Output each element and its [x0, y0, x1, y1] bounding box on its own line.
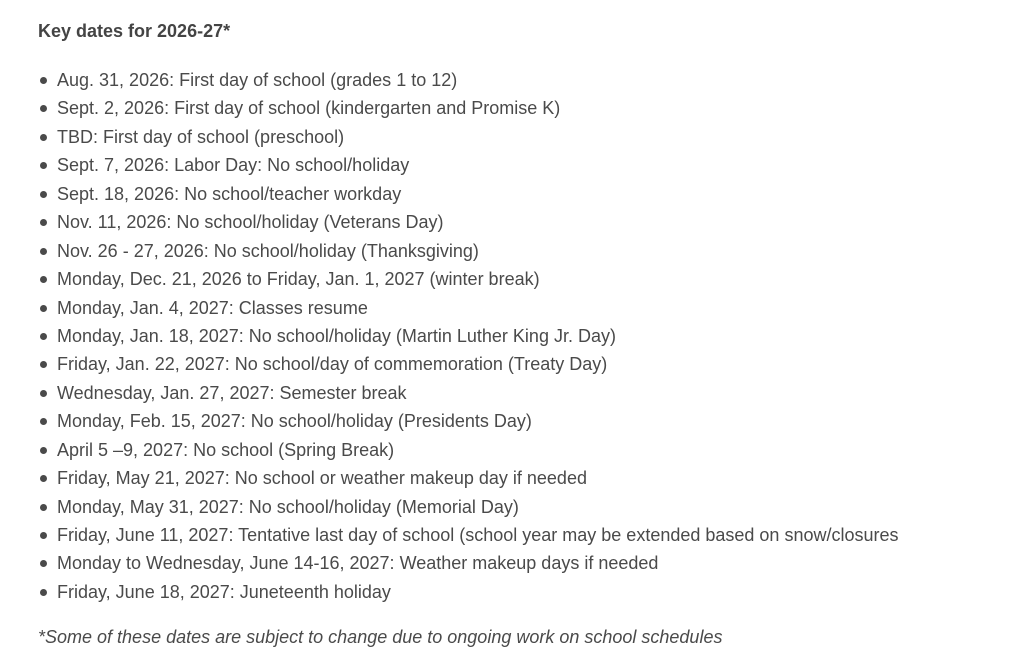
bullet-icon: [40, 532, 47, 539]
bullet-icon: [40, 191, 47, 198]
date-text: Monday, May 31, 2027: No school/holiday (Memorial Day): [57, 496, 519, 517]
list-item: [38, 549, 899, 577]
bullet-icon: [40, 105, 47, 112]
date-text: Sept. 2, 2026: First day of school (kindergarten and Promise K): [57, 98, 561, 119]
list-item: [38, 493, 899, 521]
list-item: [38, 237, 899, 265]
date-text: Sept. 7, 2026: Labor Day: No school/holiday: [57, 155, 410, 176]
list-item: [38, 379, 899, 407]
bullet-icon: [40, 475, 47, 482]
date-text: Monday, Jan. 18, 2027: No school/holiday (Martin Luther King Jr. Day): [57, 325, 616, 346]
list-item: [38, 578, 899, 606]
footnote: *Some of these dates are subject to change due to ongoing work on school schedules: [38, 627, 723, 647]
bullet-icon: [40, 162, 47, 169]
date-text: Monday, Dec. 21, 2026 to Friday, Jan. 1, 2027 (winter break): [57, 269, 540, 290]
list-item: [38, 208, 899, 236]
list-item: [38, 436, 899, 464]
bullet-icon: [40, 361, 47, 368]
date-text: Friday, Jan. 22, 2027: No school/day of commemoration (Treaty Day): [57, 354, 608, 375]
list-item: [38, 521, 899, 549]
bullet-icon: [40, 77, 47, 84]
bullet-icon: [40, 418, 47, 425]
bullet-icon: [40, 276, 47, 283]
list-item: [38, 265, 899, 293]
bullet-icon: [40, 305, 47, 312]
list-item: [38, 66, 899, 94]
date-text: April 5 –9, 2027: No school (Spring Break): [57, 439, 395, 460]
list-item: [38, 294, 899, 322]
bullet-icon: [40, 390, 47, 397]
date-text: TBD: First day of school (preschool): [57, 126, 345, 147]
bullet-icon: [40, 589, 47, 596]
date-text: Friday, June 11, 2027: Tentative last day of school (school year may be extended based on snow/closures: [57, 525, 899, 545]
bullet-icon: [40, 447, 47, 454]
bullet-icon: [40, 333, 47, 340]
date-text: Aug. 31, 2026: First day of school (grades 1 to 12): [57, 70, 458, 90]
date-text: Wednesday, Jan. 27, 2027: Semester break: [57, 382, 407, 403]
date-text: Nov. 26 - 27, 2026: No school/holiday (Thanksgiving): [57, 240, 479, 261]
list-item: [38, 123, 899, 151]
key-dates-list: [38, 66, 899, 606]
date-text: Friday, May 21, 2027: No school or weather makeup day if needed: [57, 468, 587, 489]
date-text: Monday, Jan. 4, 2027: Classes resume: [57, 297, 368, 318]
date-text: Sept. 18, 2026: No school/teacher workday: [57, 183, 402, 204]
list-item: [38, 464, 899, 492]
section-heading: Key dates for 2026-27*: [38, 21, 231, 41]
bullet-icon: [40, 504, 47, 511]
list-item: [38, 407, 899, 435]
list-item: [38, 151, 899, 179]
list-item: [38, 322, 899, 350]
bullet-icon: [40, 134, 47, 141]
date-text: Monday to Wednesday, June 14-16, 2027: Weather makeup days if needed: [57, 553, 659, 574]
date-text: Monday, Feb. 15, 2027: No school/holiday (Presidents Day): [57, 411, 532, 432]
key-dates-section: [38, 18, 998, 647]
date-text: Nov. 11, 2026: No school/holiday (Veterans Day): [57, 212, 444, 233]
list-item: [38, 180, 899, 208]
bullet-icon: [40, 248, 47, 255]
list-item: [38, 94, 899, 122]
bullet-icon: [40, 219, 47, 226]
bullet-icon: [40, 560, 47, 567]
date-text: Friday, June 18, 2027: Juneteenth holiday: [57, 581, 391, 602]
list-item: [38, 350, 899, 378]
